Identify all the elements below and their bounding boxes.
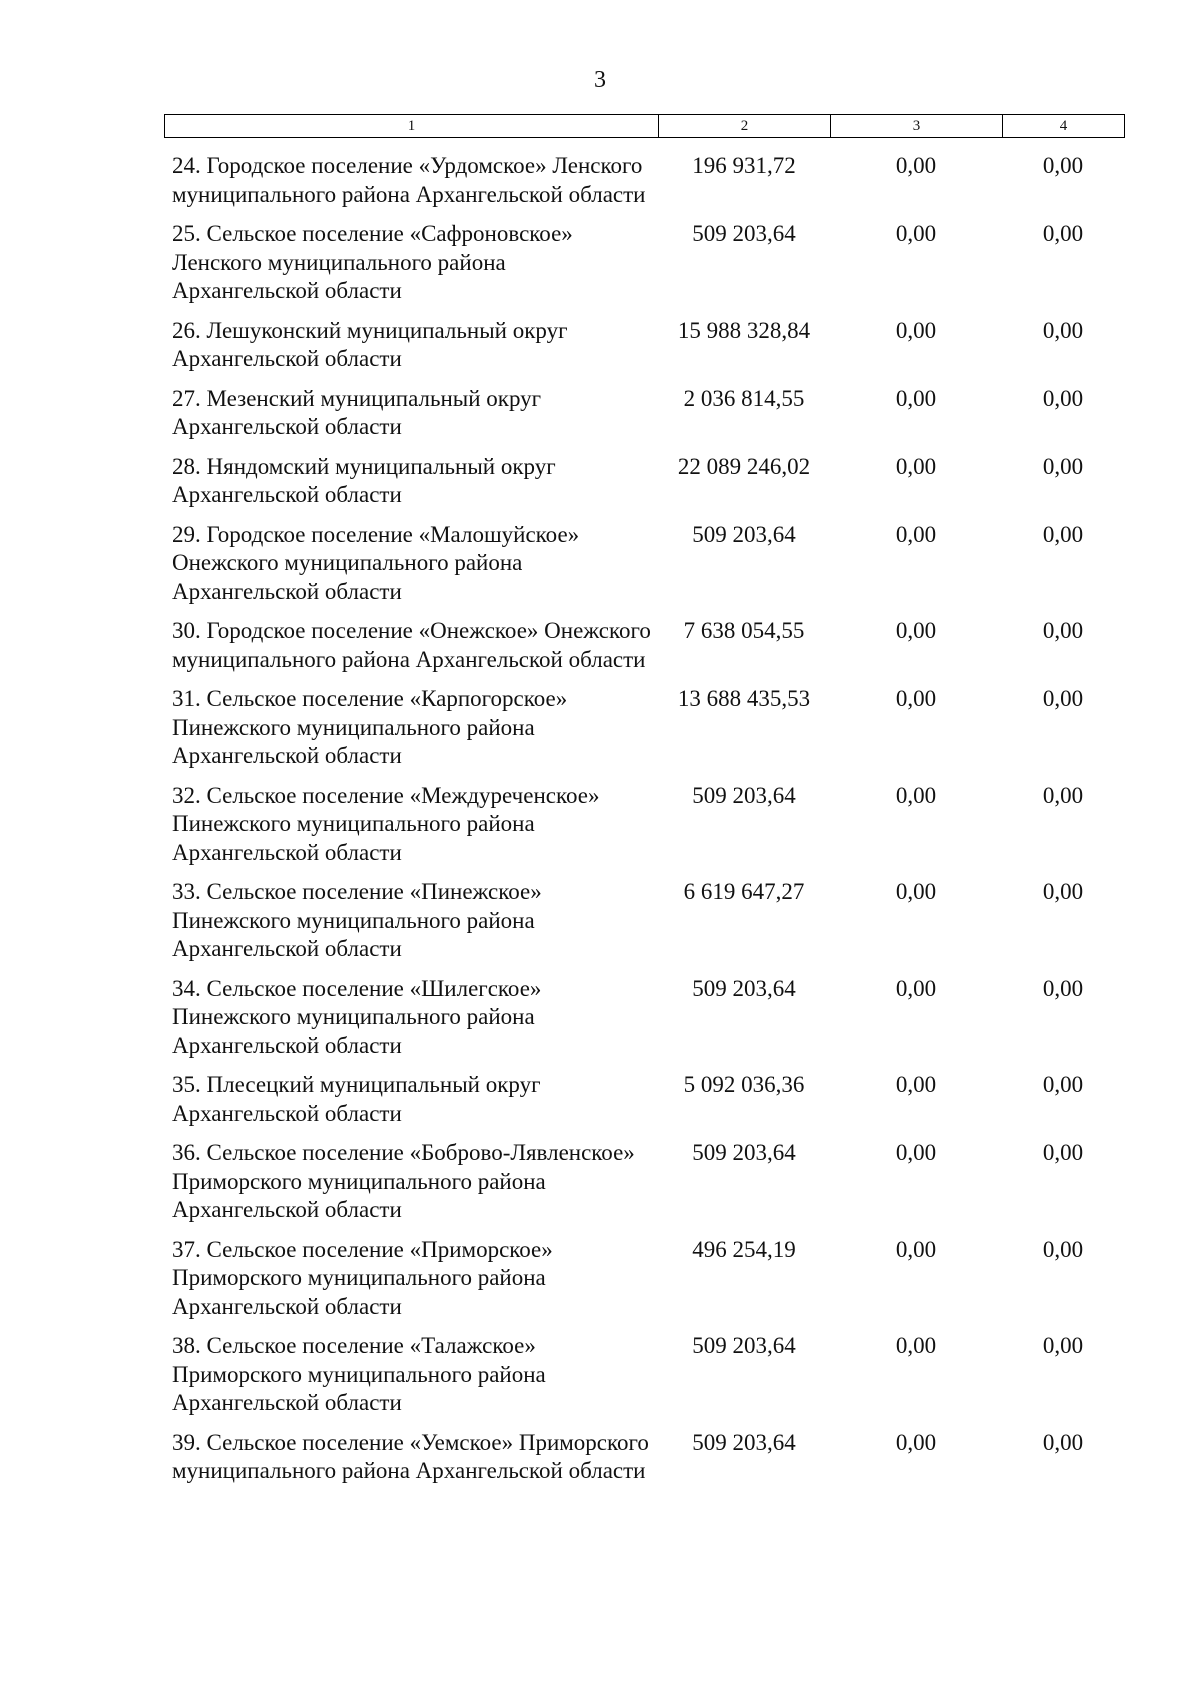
value-col3-cell: 0,00 <box>895 1072 937 1097</box>
value-col3-cell: 0,00 <box>895 385 937 411</box>
municipality-name-cell: 38. Сельское поселение «Талажское» Приморского муниципального района Архангельской области <box>172 1333 546 1415</box>
table-row <box>164 685 1124 771</box>
value-col3-cell: 0,00 <box>895 1333 937 1358</box>
amount-cell: 2 036 814,55 <box>683 385 805 411</box>
table-row <box>164 1139 1124 1225</box>
value-col4-cell: 0,00 <box>1042 782 1084 808</box>
table-row <box>164 1429 1124 1486</box>
value-col3-cell: 0,00 <box>895 153 937 178</box>
value-col3-cell: 0,00 <box>895 879 937 904</box>
municipality-name-cell: 34. Сельское поселение «Шилегское» Пинежского муниципального района Архангельской области <box>172 975 542 1058</box>
amount-cell: 509 203,64 <box>692 521 796 547</box>
amount-cell: 5 092 036,36 <box>683 1072 805 1097</box>
amount-cell: 6 619 647,27 <box>683 879 805 904</box>
amount-cell: 196 931,72 <box>692 153 796 178</box>
amount-cell: 13 688 435,53 <box>677 686 811 711</box>
value-col4-cell: 0,00 <box>1042 221 1084 246</box>
value-col3-cell: 0,00 <box>895 686 937 711</box>
column-header-1: 1 <box>165 115 659 138</box>
amount-cell: 509 203,64 <box>692 1429 796 1455</box>
value-col4-cell: 0,00 <box>1042 153 1084 178</box>
page-number: 3 <box>594 67 606 93</box>
amount-cell: 509 203,64 <box>692 975 796 1001</box>
municipality-name-cell: 33. Сельское поселение «Пинежское» Пинежского муниципального района Архангельской области <box>172 879 542 961</box>
table-row <box>164 385 1124 442</box>
municipality-name-cell: 35. Плесецкий муниципальный округ Архангельской области <box>172 1072 541 1126</box>
value-col4-cell: 0,00 <box>1042 975 1084 1001</box>
value-col4-cell: 0,00 <box>1042 521 1084 547</box>
table-row <box>164 878 1124 964</box>
value-col4-cell: 0,00 <box>1042 1333 1084 1358</box>
amount-cell: 496 254,19 <box>692 1236 796 1262</box>
value-col4-cell: 0,00 <box>1042 618 1084 643</box>
municipality-name-cell: 30. Городское поселение «Онежское» Онежского муниципального района Архангельской области <box>172 618 651 672</box>
value-col4-cell: 0,00 <box>1042 317 1084 343</box>
table-row <box>164 617 1124 674</box>
table-row <box>164 521 1124 607</box>
column-header-row <box>164 114 1125 138</box>
municipality-name-cell: 27. Мезенский муниципальный округ Архангельской области <box>172 385 542 439</box>
municipality-name-cell: 26. Лешуконский муниципальный округ Архангельской области <box>172 317 568 371</box>
value-col3-cell: 0,00 <box>895 221 937 246</box>
table-row <box>164 1332 1124 1418</box>
table-row <box>164 782 1124 868</box>
column-header-3: 3 <box>831 115 1003 138</box>
value-col4-cell: 0,00 <box>1042 453 1084 479</box>
value-col4-cell: 0,00 <box>1042 1072 1084 1097</box>
value-col3-cell: 0,00 <box>895 1140 937 1165</box>
value-col3-cell: 0,00 <box>895 453 937 479</box>
municipality-name-cell: 29. Городское поселение «Малошуйское» Онежского муниципального района Архангельской области <box>172 521 580 604</box>
amount-cell: 509 203,64 <box>692 782 796 808</box>
amount-cell: 7 638 054,55 <box>683 618 805 643</box>
value-col3-cell: 0,00 <box>895 1429 937 1455</box>
value-col3-cell: 0,00 <box>895 317 937 343</box>
table-body <box>164 152 1124 1497</box>
amount-cell: 15 988 328,84 <box>677 317 811 343</box>
table-row <box>164 220 1124 306</box>
value-col4-cell: 0,00 <box>1042 1236 1084 1262</box>
table-row <box>164 317 1124 374</box>
table-row <box>164 1071 1124 1128</box>
municipality-name-cell: 37. Сельское поселение «Приморское» Приморского муниципального района Архангельской области <box>172 1236 553 1319</box>
table-row <box>164 453 1124 510</box>
amount-cell: 22 089 246,02 <box>677 453 811 479</box>
value-col4-cell: 0,00 <box>1042 879 1084 904</box>
column-header-2: 2 <box>659 115 831 138</box>
municipality-name-cell: 24. Городское поселение «Урдомское» Ленского муниципального района Архангельской области <box>172 153 646 207</box>
value-col4-cell: 0,00 <box>1042 1429 1084 1455</box>
table-row <box>164 152 1124 209</box>
amount-cell: 509 203,64 <box>692 1140 796 1165</box>
value-col3-cell: 0,00 <box>895 1236 937 1262</box>
table-row <box>164 1236 1124 1322</box>
value-col4-cell: 0,00 <box>1042 1140 1084 1165</box>
value-col4-cell: 0,00 <box>1042 686 1084 711</box>
column-header-4: 4 <box>1003 115 1125 138</box>
value-col3-cell: 0,00 <box>895 618 937 643</box>
municipality-name-cell: 32. Сельское поселение «Междуреченское» Пинежского муниципального района Архангельской области <box>172 782 600 865</box>
amount-cell: 509 203,64 <box>692 1333 796 1358</box>
value-col4-cell: 0,00 <box>1042 385 1084 411</box>
municipality-name-cell: 28. Няндомский муниципальный округ Архангельской области <box>172 453 556 507</box>
municipality-name-cell: 36. Сельское поселение «Боброво-Лявленское» Приморского муниципального района Архангельской области <box>172 1140 635 1222</box>
value-col3-cell: 0,00 <box>895 975 937 1001</box>
value-col3-cell: 0,00 <box>895 782 937 808</box>
municipality-name-cell: 31. Сельское поселение «Карпогорское» Пинежского муниципального района Архангельской области <box>172 686 568 768</box>
municipality-name-cell: 25. Сельское поселение «Сафроновское» Ленского муниципального района Архангельской области <box>172 221 573 303</box>
municipality-name-cell: 39. Сельское поселение «Уемское» Приморского муниципального района Архангельской области <box>172 1429 649 1483</box>
table-row <box>164 975 1124 1061</box>
amount-cell: 509 203,64 <box>692 221 796 246</box>
value-col3-cell: 0,00 <box>895 521 937 547</box>
